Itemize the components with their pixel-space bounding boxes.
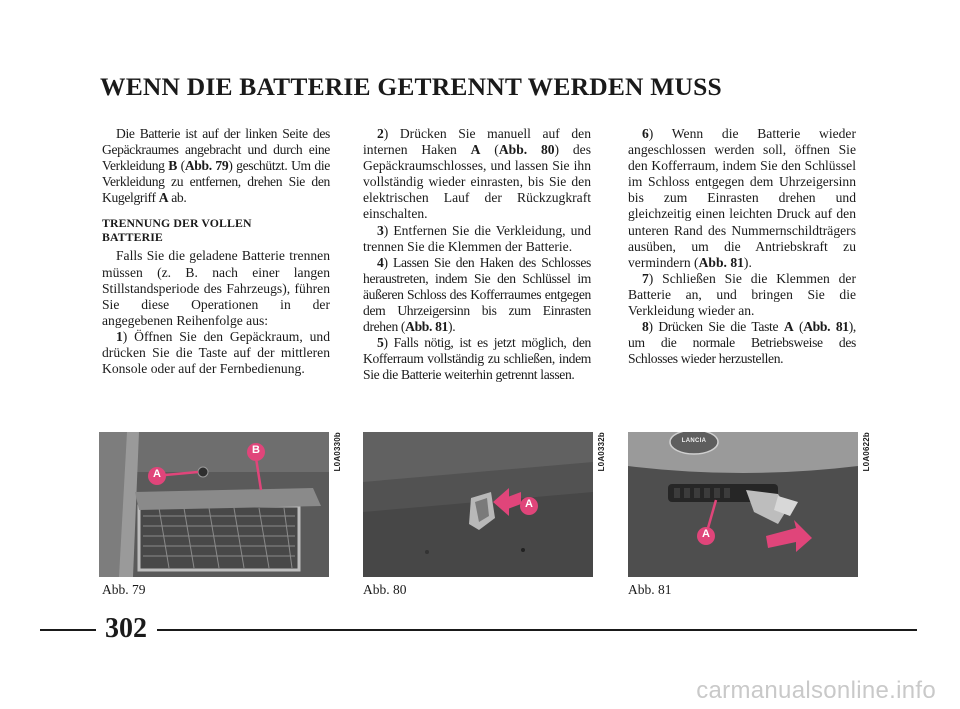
figure-ref: Abb. 81 [803,319,849,335]
section-subheading: TRENNUNG DER VOLLEN BATTERIE [102,216,252,245]
footer-rule-right [157,629,917,631]
step-text: ) Falls nötig, ist es jetzt möglich, den Kofferraum vollständig zu schließen, indem Sie die Batterie weiterhin getrennt lassen. [363,335,591,383]
figure-79-code: L0A0330b [333,432,342,472]
figure-81-photo [628,432,858,577]
step-number: 6 [642,126,649,141]
step-number: 5 [377,335,384,351]
figure-79-label-a: A [153,468,161,480]
step-text: ). [448,319,456,335]
step-text: ) Lassen Sie den Haken des Schlosses heraustreten, indem Sie den Schlüssel im äußeren Schloss des Kofferraumes entgegen dem Uhrzeigersinn bis zum Einrasten drehen ( [363,254,591,335]
step-6 [628,126,856,271]
figure-80-photo [363,432,593,577]
figure-ref: Abb. 81 [698,254,744,270]
figure-81-label-a: A [702,528,710,540]
step-text: ( [793,319,804,335]
watermark: carmanualsonline.info [696,677,936,704]
step-text: ( [480,142,499,158]
bold-ref: A [470,142,481,158]
text-column-3 [628,126,856,367]
figure-ref: Abb. 79 [184,158,229,174]
step-text: ) Entfernen Sie die Verkleidung, und trennen Sie die Klemmen der Batterie. [363,222,591,254]
step-text: ) des Gepäckraumschlosses, und lassen Sie ihn vollständig wieder einrasten, bis Sie den elektrischen Lauf der Rückzugkraft einschalten. [363,142,591,222]
figure-80-label-a: A [525,498,533,510]
step-number: 3 [377,222,384,238]
figure-81-caption: Abb. 81 [628,582,672,597]
text-column-2 [363,126,591,384]
text-run: ab. [168,190,187,206]
figure-79-caption: Abb. 79 [102,582,146,597]
bold-ref: B [168,158,177,174]
body-paragraph: Falls Sie die geladene Batterie trennen müssen (z. B. nach einer langen Stillstandsperiode des Fahrzeugs), führen Sie diese Operationen in der angegebenen Reihenfolge aus: [102,248,330,328]
figure-ref: Abb. 80 [498,142,555,158]
step-text: ) Wenn die Batterie wieder angeschlossen werden soll, öffnen Sie den Kofferraum, indem Sie den Schlüssel im Schloss entgegen dem Uhrzeigersinn bis zum Einrasten drehen und gleichzeitig einen leichten Druck auf den unteren Rand des Nummernschildträgers ausüben, um die Antriebskraft zu vermindern ( [628,126,856,270]
figure-81-code: L0A0622b [862,432,871,472]
text-run: Die Batterie ist auf der linken Seite des Gepäckraumes angebracht und durch eine Verkleidung [102,126,330,174]
step-1 [102,329,330,377]
text-run: ( [176,158,185,174]
step-number: 7 [642,270,649,286]
step-text: ) Drücken Sie die Taste [648,319,784,335]
step-7 [628,271,856,319]
step-3 [363,223,591,255]
step-text: ) Öffnen Sie den Gepäckraum, und drücken Sie die Taste auf der mittleren Konsole oder auf der Fernbedienung. [102,328,330,377]
step-text: ). [743,254,752,270]
step-5 [363,335,591,383]
step-number: 8 [642,319,649,335]
figure-80-illustration [363,432,593,577]
step-8 [628,319,856,367]
figure-81-illustration [628,432,858,577]
figure-80-code: L0A0332b [597,432,606,472]
step-number: 4 [377,254,384,270]
page-title: WENN DIE BATTERIE GETRENNT WERDEN MUSS [100,72,722,101]
text-run: ) geschützt. Um die Verkleidung zu entfernen, drehen Sie den Kugelgriff [102,158,330,206]
bold-ref: A [158,190,169,206]
intro-paragraph [102,126,330,206]
step-number: 1 [116,328,123,344]
figure-79-label-b: B [252,444,260,456]
step-2 [363,126,591,223]
lancia-badge: LANCIA [681,438,707,444]
figure-80-caption: Abb. 80 [363,582,407,597]
step-text: ) Schließen Sie die Klemmen der Batterie an, und bringen Sie die Verkleidung wieder an. [628,270,856,319]
figure-ref: Abb. 81 [405,319,449,335]
step-4 [363,255,591,335]
step-number: 2 [377,126,384,141]
figure-79-illustration [99,432,329,577]
figure-79-photo [99,432,329,577]
bold-ref: A [783,319,794,335]
step-text: ), um die normale Betriebsweise des Schlosses wieder herzustellen. [628,319,856,367]
page-number: 302 [105,613,147,644]
step-text: ) Drücken Sie manuell auf den internen Haken [363,126,591,158]
text-column-1 [102,126,330,377]
